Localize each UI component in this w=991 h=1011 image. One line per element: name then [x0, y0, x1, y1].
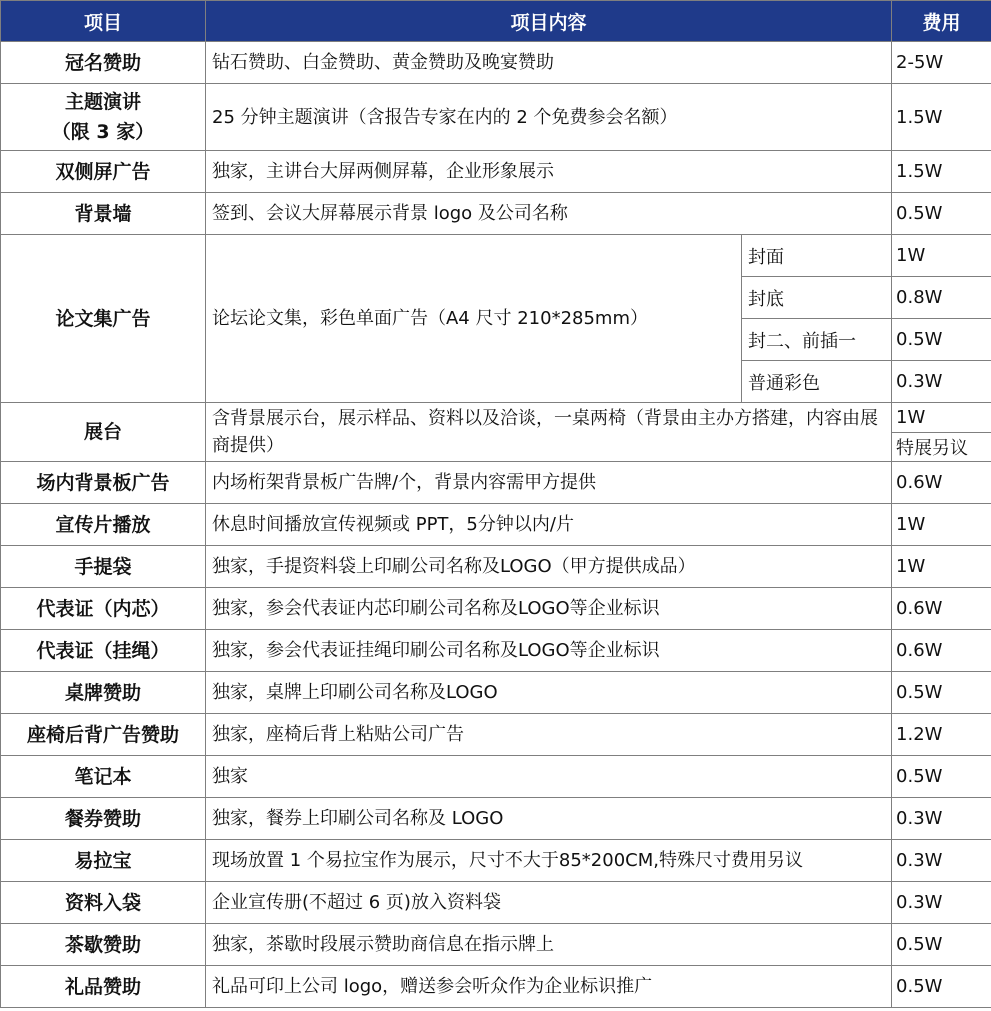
option-fee: 1W — [892, 235, 991, 277]
item-name: 场内背景板广告 — [1, 462, 206, 504]
item-content: 25 分钟主题演讲（含报告专家在内的 2 个免费参会名额） — [206, 84, 892, 151]
option-label: 封二、前插一 — [742, 319, 892, 361]
table-row — [1, 882, 991, 924]
item-name: 冠名赞助 — [1, 42, 206, 84]
table-row — [1, 798, 991, 840]
item-name-note: （限 3 家） — [51, 121, 155, 143]
item-content: 内场桁架背景板广告牌/个，背景内容需甲方提供 — [206, 462, 892, 504]
table-row — [1, 403, 991, 433]
item-content: 礼品可印上公司 logo，赠送参会听众作为企业标识推广 — [206, 966, 892, 1008]
item-content: 独家，主讲台大屏两侧屏幕，企业形象展示 — [206, 151, 892, 193]
table-row — [1, 504, 991, 546]
table-row — [1, 756, 991, 798]
item-name: 手提袋 — [1, 546, 206, 588]
option-label: 封面 — [742, 235, 892, 277]
table-row — [1, 151, 991, 193]
item-fee: 0.6W — [892, 588, 991, 630]
item-name: 论文集广告 — [1, 235, 206, 403]
option-label: 封底 — [742, 277, 892, 319]
header-content: 项目内容 — [206, 1, 892, 42]
item-content: 现场放置 1 个易拉宝作为展示，尺寸不大于85*200CM,特殊尺寸费用另议 — [206, 840, 892, 882]
table-row — [1, 84, 991, 151]
table-row — [1, 42, 991, 84]
item-name: 代表证（内芯） — [1, 588, 206, 630]
item-content: 企业宣传册(不超过 6 页)放入资料袋 — [206, 882, 892, 924]
item-name: 资料入袋 — [1, 882, 206, 924]
item-content: 含背景展示台，展示样品、资料以及洽谈，一桌两椅（背景由主办方搭建，内容由展商提供） — [206, 403, 892, 462]
item-content: 独家，茶歇时段展示赞助商信息在指示牌上 — [206, 924, 892, 966]
item-content: 独家，参会代表证挂绳印刷公司名称及LOGO等企业标识 — [206, 630, 892, 672]
table-row — [1, 714, 991, 756]
item-fee: 0.6W — [892, 462, 991, 504]
item-name: 礼品赞助 — [1, 966, 206, 1008]
item-name: 桌牌赞助 — [1, 672, 206, 714]
item-name: 茶歇赞助 — [1, 924, 206, 966]
item-fee: 0.6W — [892, 630, 991, 672]
item-content: 独家，桌牌上印刷公司名称及LOGO — [206, 672, 892, 714]
item-name-line: 主题演讲 — [64, 91, 141, 113]
item-content: 独家 — [206, 756, 892, 798]
item-fee: 0.5W — [892, 756, 991, 798]
item-content: 独家，参会代表证内芯印刷公司名称及LOGO等企业标识 — [206, 588, 892, 630]
item-name: 代表证（挂绳） — [1, 630, 206, 672]
item-fee: 0.5W — [892, 672, 991, 714]
item-name: 双侧屏广告 — [1, 151, 206, 193]
item-fee: 1W — [892, 546, 991, 588]
table-row — [1, 588, 991, 630]
item-name: 餐券赞助 — [1, 798, 206, 840]
item-content: 论坛论文集，彩色单面广告（A4 尺寸 210*285mm） — [206, 235, 742, 403]
item-fee: 0.5W — [892, 966, 991, 1008]
header-item: 项目 — [1, 1, 206, 42]
table-row — [1, 193, 991, 235]
option-fee: 0.5W — [892, 319, 991, 361]
table-row — [1, 630, 991, 672]
table-row — [1, 672, 991, 714]
table-row — [1, 462, 991, 504]
item-fee-note: 特展另议 — [892, 433, 991, 462]
table-row — [1, 966, 991, 1008]
item-content: 签到、会议大屏幕展示背景 logo 及公司名称 — [206, 193, 892, 235]
table-row — [1, 924, 991, 966]
header-fee: 费用 — [892, 1, 991, 42]
item-fee: 2-5W — [892, 42, 991, 84]
option-label: 普通彩色 — [742, 361, 892, 403]
item-content: 休息时间播放宣传视频或 PPT，5分钟以内/片 — [206, 504, 892, 546]
item-fee: 0.5W — [892, 924, 991, 966]
item-fee: 1.5W — [892, 84, 991, 151]
item-content: 钻石赞助、白金赞助、黄金赞助及晚宴赞助 — [206, 42, 892, 84]
item-fee: 1W — [892, 504, 991, 546]
item-fee: 1W — [892, 403, 991, 433]
item-fee: 0.3W — [892, 798, 991, 840]
table-row — [1, 235, 991, 277]
item-fee: 0.3W — [892, 840, 991, 882]
table-row — [1, 546, 991, 588]
item-name — [1, 84, 206, 151]
item-name: 易拉宝 — [1, 840, 206, 882]
table-row — [1, 840, 991, 882]
item-content: 独家，手提资料袋上印刷公司名称及LOGO（甲方提供成品） — [206, 546, 892, 588]
item-fee: 0.5W — [892, 193, 991, 235]
option-fee: 0.8W — [892, 277, 991, 319]
option-fee: 0.3W — [892, 361, 991, 403]
item-name: 宣传片播放 — [1, 504, 206, 546]
item-fee: 0.3W — [892, 882, 991, 924]
item-name: 展台 — [1, 403, 206, 462]
header-row — [1, 1, 991, 42]
item-name: 笔记本 — [1, 756, 206, 798]
item-fee: 1.5W — [892, 151, 991, 193]
item-content: 独家，座椅后背上粘贴公司广告 — [206, 714, 892, 756]
item-name: 座椅后背广告赞助 — [1, 714, 206, 756]
item-fee: 1.2W — [892, 714, 991, 756]
item-name: 背景墙 — [1, 193, 206, 235]
item-content: 独家，餐券上印刷公司名称及 LOGO — [206, 798, 892, 840]
